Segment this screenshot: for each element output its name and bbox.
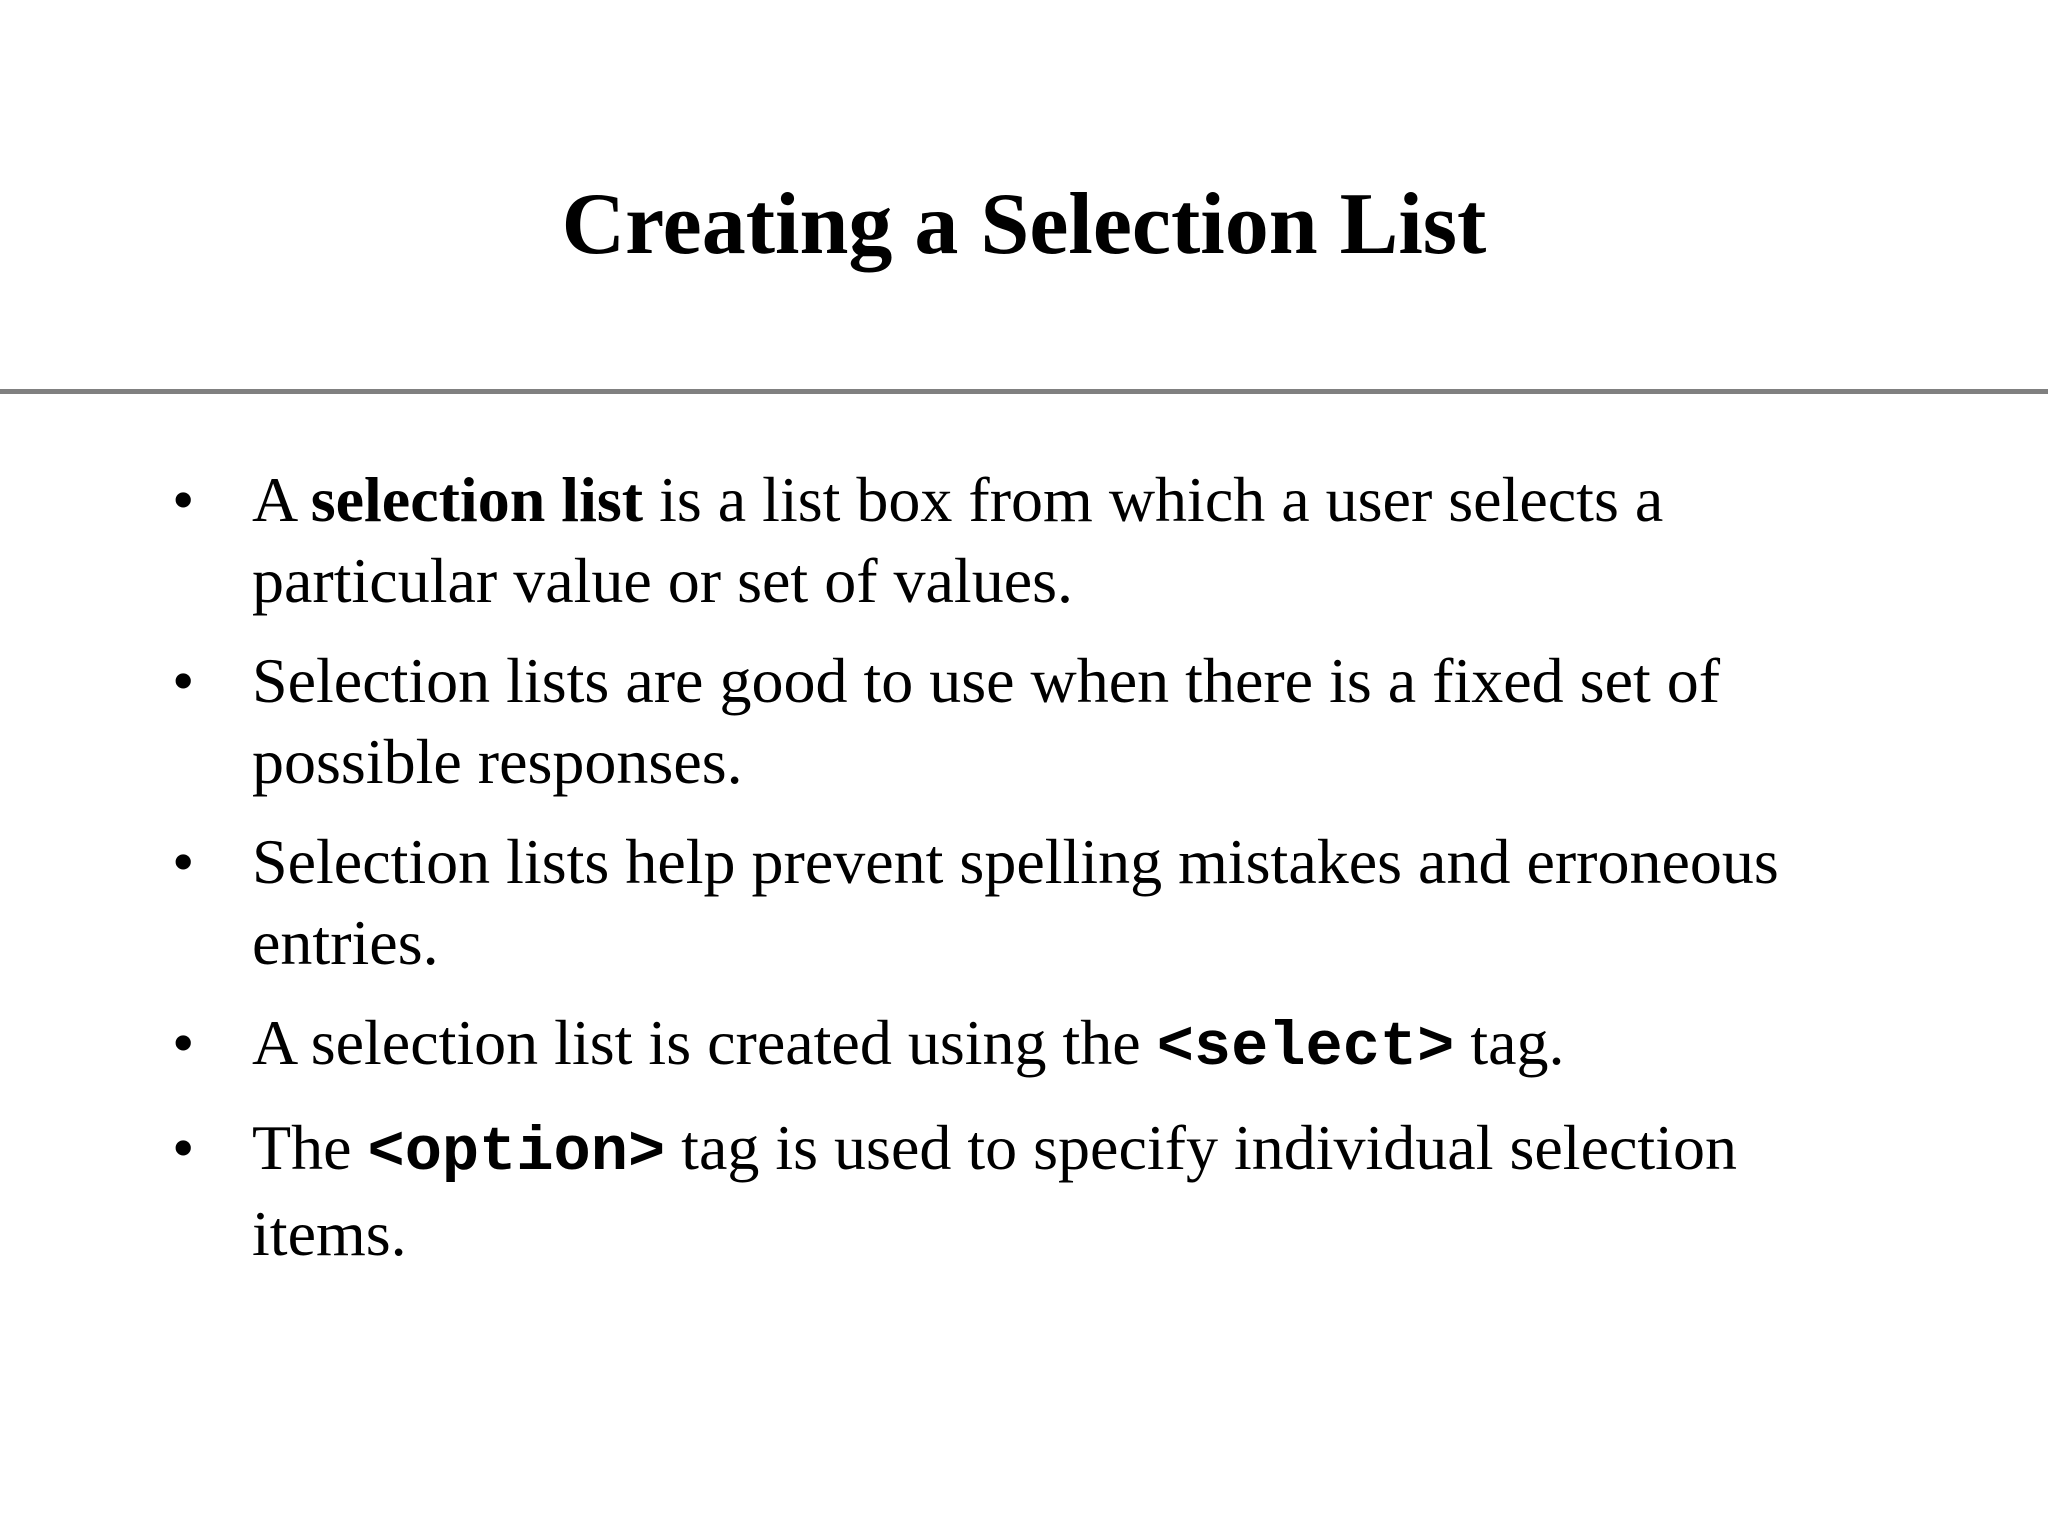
bullet-text-suffix: is a list box from which a user selects a particular value or set of values. [252, 464, 1664, 616]
option-tag-code: <option> [367, 1117, 666, 1188]
bullet-item-select-tag [0, 1002, 1892, 1088]
bullet-item-option-tag [0, 1107, 1892, 1274]
bullet-icon: • [172, 464, 195, 535]
title-divider [0, 389, 2048, 394]
bullet-text-prefix: The [252, 1112, 368, 1183]
bullet-item-selection-list-definition [0, 459, 1892, 621]
bullet-icon: • [172, 645, 195, 716]
bullet-text-suffix: tag is used to specify individual selection items. [252, 1112, 1737, 1269]
slide-title: Creating a Selection List [561, 176, 1487, 273]
bullet-text-prefix: A selection list is created using the [252, 1007, 1157, 1078]
bullet-text: Selection lists help prevent spelling mistakes and erroneous entries. [252, 826, 1779, 978]
bullet-item-fixed-responses [0, 640, 1892, 802]
bullet-icon: • [172, 826, 195, 897]
bullet-bold-term: selection list [310, 464, 644, 535]
bullet-text: Selection lists are good to use when there is a fixed set of possible responses. [252, 645, 1721, 797]
bullet-list [0, 459, 2048, 1293]
select-tag-code: <select> [1156, 1012, 1455, 1083]
bullet-text-suffix: tag. [1454, 1007, 1565, 1078]
bullet-item-prevent-mistakes [0, 821, 1892, 983]
bullet-text-prefix: A [252, 464, 311, 535]
bullet-icon: • [172, 1112, 195, 1183]
bullet-icon: • [172, 1007, 195, 1078]
